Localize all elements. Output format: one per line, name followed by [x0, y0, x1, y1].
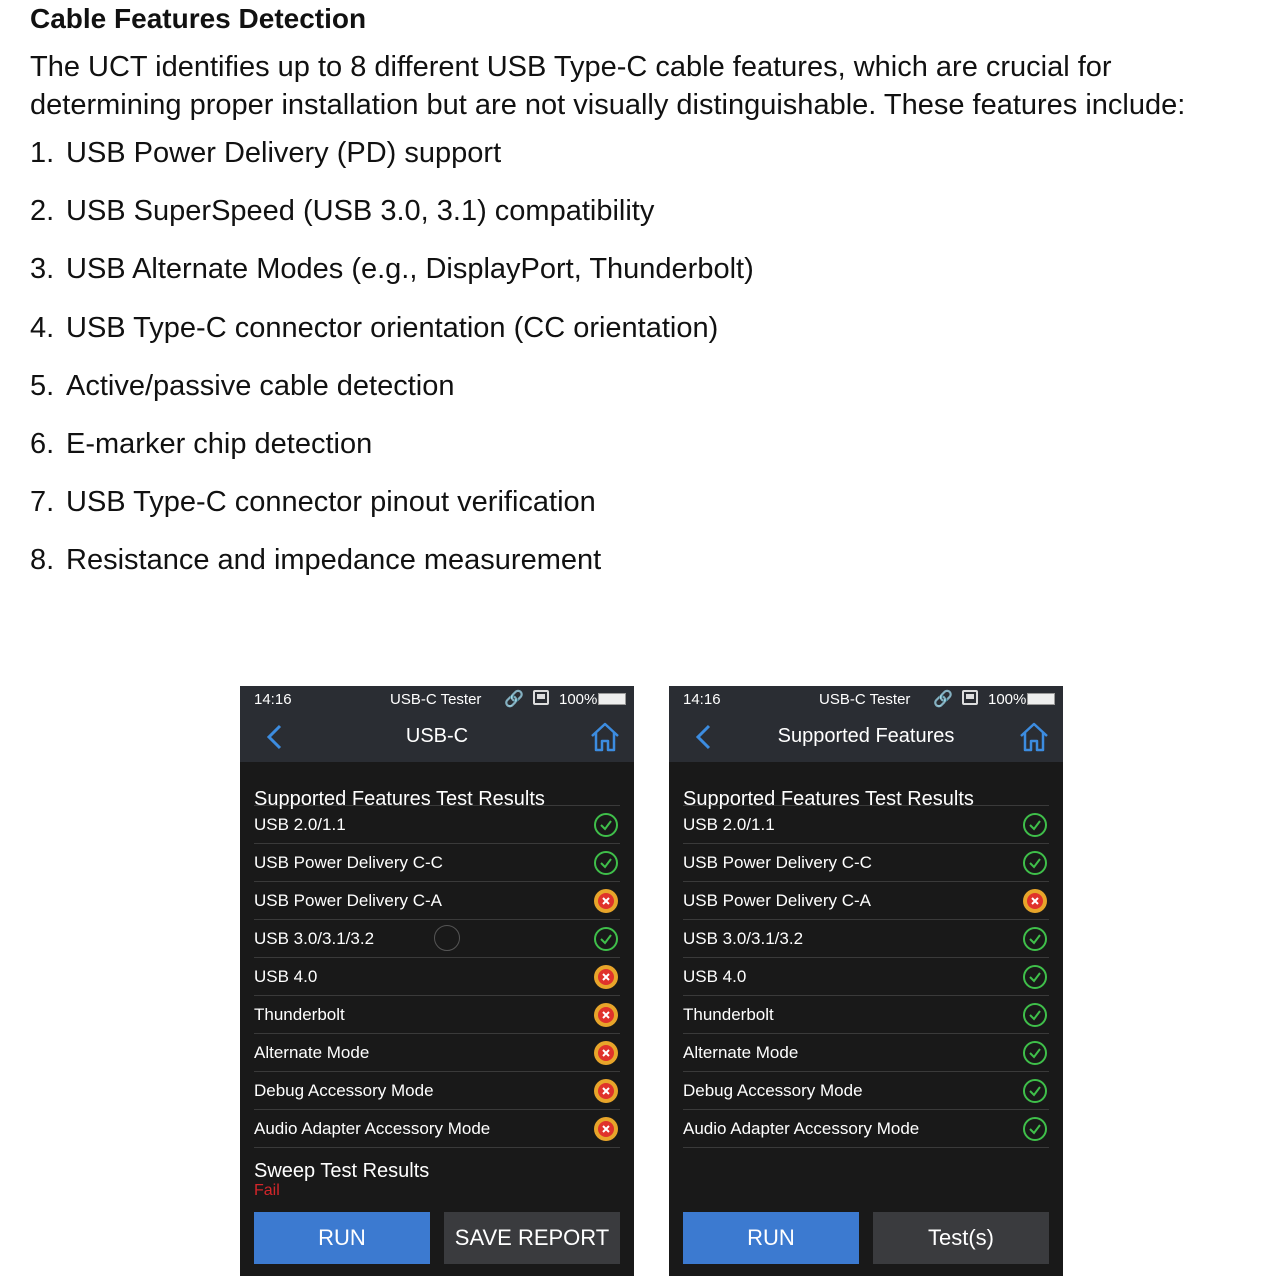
result-row-pd-cc	[254, 844, 620, 882]
result-row-thunderbolt	[683, 996, 1049, 1034]
pass-check-icon	[594, 813, 618, 837]
sd-card-icon	[533, 690, 549, 705]
sweep-results	[254, 1160, 620, 1200]
list-item	[30, 421, 1250, 479]
result-label: Debug Accessory Mode	[683, 1080, 863, 1100]
list-number: 7.	[30, 486, 55, 519]
result-row-alternate-mode	[254, 1034, 620, 1072]
result-row-audio-adapter	[254, 1110, 620, 1148]
document	[30, 0, 1250, 596]
list-text: Active/passive cable detection	[66, 369, 455, 402]
battery-icon	[1027, 693, 1055, 705]
list-number: 6.	[30, 427, 55, 460]
pass-check-icon	[1023, 1041, 1047, 1065]
list-number: 2.	[30, 195, 55, 228]
save-report-button[interactable]: SAVE REPORT	[444, 1212, 620, 1264]
pass-check-icon	[594, 927, 618, 951]
battery-percent: 100%	[988, 691, 1027, 708]
result-row-debug-accessory	[254, 1072, 620, 1110]
pass-check-icon	[594, 851, 618, 875]
list-text: USB SuperSpeed (USB 3.0, 3.1) compatibility	[66, 195, 655, 228]
tests-button[interactable]: Test(s)	[873, 1212, 1049, 1264]
pass-check-icon	[1023, 1117, 1047, 1141]
pass-check-icon	[1023, 965, 1047, 989]
result-label: Thunderbolt	[683, 1004, 774, 1024]
list-text: USB Alternate Modes (e.g., DisplayPort, Thunderbolt)	[66, 253, 754, 286]
result-row-pd-cc	[683, 844, 1049, 882]
pass-check-icon	[1023, 851, 1047, 875]
list-text: E-marker chip detection	[66, 427, 373, 460]
result-row-alternate-mode	[683, 1034, 1049, 1072]
action-buttons	[683, 1212, 1049, 1264]
app-name: USB-C Tester	[819, 691, 911, 708]
result-label: USB Power Delivery C-C	[683, 852, 872, 872]
results-list	[254, 806, 620, 1148]
status-bar	[240, 686, 634, 712]
result-row-usb-3	[683, 920, 1049, 958]
list-number: 1.	[30, 137, 55, 169]
pass-check-icon	[1023, 813, 1047, 837]
result-row-usb-2	[683, 806, 1049, 844]
result-label: USB Power Delivery C-C	[254, 852, 443, 872]
status-bar	[669, 686, 1063, 712]
result-row-debug-accessory	[683, 1072, 1049, 1110]
list-item	[30, 363, 1250, 421]
fail-x-icon	[594, 889, 618, 913]
intro-paragraph: The UCT identifies up to 8 different USB Type-C cable features, which are crucial for determining proper installation but are not visually distinguishable. These features include:	[30, 51, 1186, 121]
touch-indicator-icon	[434, 925, 460, 951]
result-row-usb-2	[254, 806, 620, 844]
result-label: USB 4.0	[254, 966, 318, 986]
screen-title: USB-C	[405, 725, 469, 747]
list-text: Resistance and impedance measurement	[66, 544, 602, 577]
list-item	[30, 130, 1250, 188]
clock: 14:16	[683, 691, 721, 708]
pass-check-icon	[1023, 927, 1047, 951]
list-number: 4.	[30, 311, 55, 344]
home-icon[interactable]	[588, 720, 622, 754]
nav-bar	[669, 712, 1063, 762]
home-icon[interactable]	[1017, 720, 1051, 754]
list-text: USB Type-C connector orientation (CC orientation)	[66, 311, 719, 344]
pass-check-icon	[1023, 1079, 1047, 1103]
section-title: Supported Features Test Results	[254, 762, 620, 806]
result-label: USB 3.0/3.1/3.2	[254, 928, 375, 948]
result-label: USB Power Delivery C-A	[254, 890, 442, 910]
sd-card-icon	[962, 690, 978, 705]
list-item	[30, 537, 1250, 595]
result-row-usb-3	[254, 920, 620, 958]
clock: 14:16	[254, 691, 292, 708]
fail-x-icon	[594, 1003, 618, 1027]
list-text: USB Power Delivery (PD) support	[66, 137, 502, 169]
results-list	[683, 806, 1049, 1148]
result-label: USB Power Delivery C-A	[683, 890, 871, 910]
result-label: Alternate Mode	[683, 1042, 799, 1062]
action-buttons	[254, 1212, 620, 1264]
fail-x-icon	[594, 965, 618, 989]
page-title: Cable Features Detection	[30, 3, 367, 34]
sweep-status: Fail	[254, 1182, 280, 1199]
nav-bar	[240, 712, 634, 762]
result-label: USB 4.0	[683, 966, 747, 986]
result-label: USB 2.0/1.1	[683, 814, 775, 834]
result-row-pd-ca	[683, 882, 1049, 920]
result-label: Debug Accessory Mode	[254, 1080, 434, 1100]
result-label: USB 3.0/3.1/3.2	[683, 928, 804, 948]
fail-x-icon	[594, 1041, 618, 1065]
app-name: USB-C Tester	[390, 691, 482, 708]
list-number: 5.	[30, 369, 55, 402]
list-text: USB Type-C connector pinout verification	[66, 486, 596, 519]
list-number: 3.	[30, 253, 55, 286]
result-label: Audio Adapter Accessory Mode	[254, 1118, 491, 1138]
fail-x-icon	[594, 1079, 618, 1103]
link-icon: 🔗	[933, 691, 953, 708]
result-row-pd-ca	[254, 882, 620, 920]
list-item	[30, 305, 1250, 363]
result-label: Thunderbolt	[254, 1004, 345, 1024]
link-icon: 🔗	[504, 691, 524, 708]
result-row-thunderbolt	[254, 996, 620, 1034]
fail-x-icon	[594, 1117, 618, 1141]
section-title: Supported Features Test Results	[683, 762, 1049, 806]
battery-percent: 100%	[559, 691, 598, 708]
result-row-usb-4	[683, 958, 1049, 996]
screen-title: Supported Features	[777, 725, 955, 747]
result-label: Audio Adapter Accessory Mode	[683, 1118, 920, 1138]
result-row-audio-adapter	[683, 1110, 1049, 1148]
list-number: 8.	[30, 544, 55, 577]
device-screen-supported-features	[669, 686, 1063, 1276]
battery-icon	[598, 693, 626, 705]
run-button[interactable]: RUN	[683, 1212, 859, 1264]
device-screen-usb-c	[240, 686, 634, 1276]
pass-check-icon	[1023, 1003, 1047, 1027]
run-button[interactable]: RUN	[254, 1212, 430, 1264]
list-item	[30, 246, 1250, 304]
result-label: USB 2.0/1.1	[254, 814, 346, 834]
feature-list	[30, 130, 1250, 596]
result-label: Alternate Mode	[254, 1042, 370, 1062]
list-item	[30, 188, 1250, 246]
fail-x-icon	[1023, 889, 1047, 913]
sweep-title: Sweep Test Results	[254, 1160, 430, 1182]
list-item	[30, 479, 1250, 537]
result-row-usb-4	[254, 958, 620, 996]
